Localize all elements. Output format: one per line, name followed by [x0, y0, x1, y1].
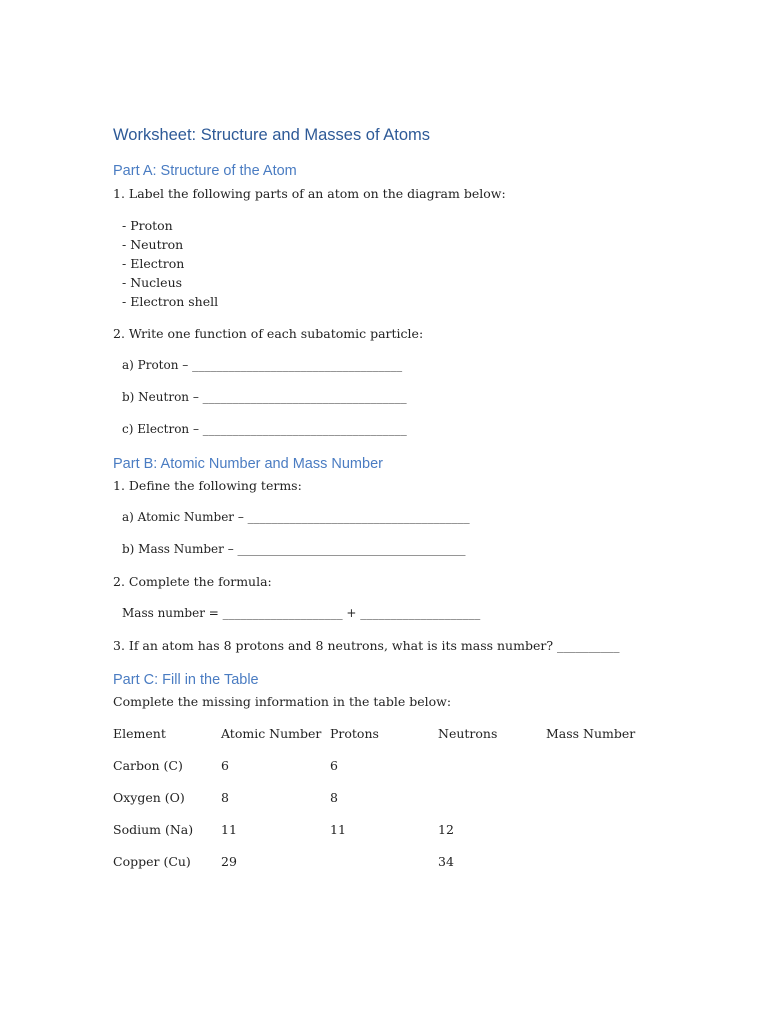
- function-line-electron: c) Electron – __________________________________: [122, 422, 407, 436]
- table-cell: 6: [221, 758, 229, 773]
- worksheet-title: Worksheet: Structure and Masses of Atoms: [113, 126, 430, 144]
- part-list-item: - Proton: [122, 218, 173, 233]
- table-header-cell: Element: [113, 726, 166, 741]
- table-cell: Carbon (C): [113, 758, 183, 773]
- table-header-cell: Neutrons: [438, 726, 498, 741]
- part-c-heading: Part C: Fill in the Table: [113, 672, 259, 688]
- table-cell: 34: [438, 854, 454, 869]
- part-list-item: - Neutron: [122, 237, 184, 252]
- table-cell: 12: [438, 822, 454, 837]
- table-cell: 6: [330, 758, 338, 773]
- mass-number-formula: Mass number = ____________________ + ____________________: [122, 606, 481, 620]
- table-cell: 11: [221, 822, 237, 837]
- part-b-question-1: 1. Define the following terms:: [113, 478, 302, 493]
- part-a-heading: Part A: Structure of the Atom: [113, 163, 297, 179]
- term-line-atomic-number: a) Atomic Number – _____________________________________: [122, 510, 470, 524]
- table-cell: Sodium (Na): [113, 822, 194, 837]
- function-line-neutron: b) Neutron – __________________________________: [122, 390, 407, 404]
- table-cell: 8: [221, 790, 229, 805]
- table-cell: Copper (Cu): [113, 854, 191, 869]
- term-line-mass-number: b) Mass Number – ______________________________________: [122, 542, 466, 556]
- part-b-question-2: 2. Complete the formula:: [113, 574, 272, 589]
- table-cell: Oxygen (O): [113, 790, 185, 805]
- table-header-cell: Mass Number: [546, 726, 636, 741]
- part-list-item: - Electron shell: [122, 294, 219, 309]
- part-a-question-1: 1. Label the following parts of an atom on the diagram below:: [113, 186, 506, 201]
- part-c-instruction: Complete the missing information in the table below:: [113, 694, 452, 709]
- table-cell: 29: [221, 854, 237, 869]
- part-a-question-2: 2. Write one function of each subatomic particle:: [113, 326, 424, 341]
- table-header-cell: Atomic Number: [221, 726, 322, 741]
- part-b-question-3: 3. If an atom has 8 protons and 8 neutrons, what is its mass number? __________: [113, 638, 620, 653]
- part-list-item: - Nucleus: [122, 275, 183, 290]
- table-header-cell: Protons: [330, 726, 379, 741]
- table-cell: 11: [330, 822, 346, 837]
- part-b-heading: Part B: Atomic Number and Mass Number: [113, 456, 383, 472]
- function-line-proton: a) Proton – ___________________________________: [122, 358, 403, 372]
- table-cell: 8: [330, 790, 338, 805]
- part-list-item: - Electron: [122, 256, 185, 271]
